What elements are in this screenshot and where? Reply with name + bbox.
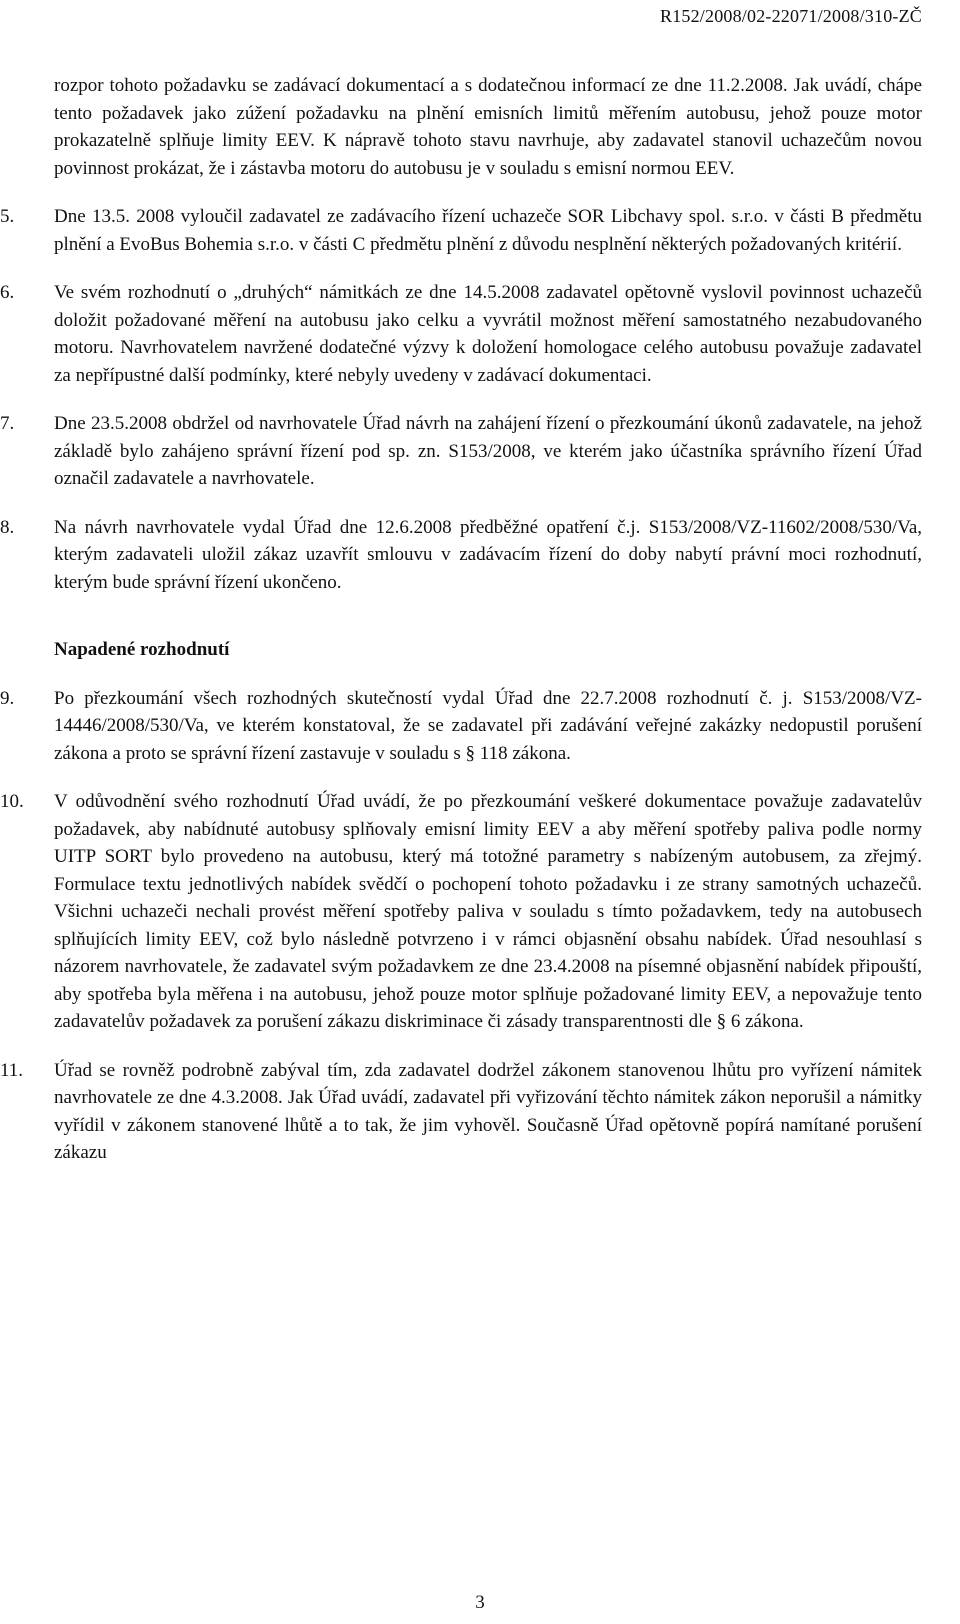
continued-paragraph: rozpor tohoto požadavku se zadávací dokumentací a s dodatečnou informací ze dne 11.2.2008. Jak uvádí, chápe tento požadavek jako zúžení požadavku na plnění emisních limitů měřením autobusu, jehož pouze motor prokazatelně splňuje limity EEV. K nápravě tohoto stavu navrhuje, aby zadavatel stanovil uchazečům novou povinnost prokázat, že i zástavba motoru do autobusu je v souladu s emisní normou EEV. — [54, 75, 922, 179]
item-text: V odůvodnění svého rozhodnutí Úřad uvádí, že po přezkoumání veškeré dokumentace považuje zadavatelův požadavek, aby nabídnuté autobusy splňovaly emisní limity EEV a aby měření spotřeby paliva podle normy UITP SORT bylo provedeno na autobusu, který má totožné parametry s nabízeným autobusem, za zřejmý. Formulace textu jednotlivých nabídek svědčí o pochopení tohoto požadavku i ze strany samotných uchazečů. Všichni uchazeči nechali provést měření spotřeby paliva v souladu s tímto požadavkem, tedy na autobusech splňujících limity EEV, což bylo následně potvrzeno i v rámci objasnění obsahu nabídek. Úřad nesouhlasí s názorem navrhovatele, že zadavatel svým požadavkem ze dne 23.4.2008 na písemné objasnění nabídek připouští, aby spotřeba byla měřena i na autobusu, jehož pouze motor splňuje požadované limity EEV, a nepovažuje tento zadavatelův požadavek za porušení zákazu diskriminace či zásady transparentnosti dle § 6 zákona. — [54, 791, 922, 1032]
numbered-item-8 — [0, 514, 922, 597]
item-number: 8. — [0, 516, 15, 538]
item-number: 10. — [0, 791, 24, 812]
item-number: 7. — [0, 413, 15, 434]
numbered-item-6 — [0, 279, 922, 389]
numbered-item-7 — [0, 410, 922, 493]
document-body — [0, 72, 922, 1188]
item-text: Po přezkoumání všech rozhodných skutečností vydal Úřad dne 22.7.2008 rozhodnutí č. j. S153/2008/VZ-14446/2008/530/Va, ve kterém konstatoval, že se zadavatel při zadávání veřejné zakázky nedopustil porušení zákona a proto se správní řízení zastavuje v souladu s § 118 zákona. — [54, 687, 922, 764]
numbered-item-11 — [0, 1057, 922, 1167]
item-text: Dne 23.5.2008 obdržel od navrhovatele Úřad návrh na zahájení řízení o přezkoumání úkonů zadavatele, na jehož základě bylo zahájeno správní řízení pod sp. zn. S153/2008, ve kterém jako účastníka správního řízení Úřad označil zadavatele a navrhovatele. — [54, 413, 922, 489]
item-number: 6. — [0, 282, 15, 303]
numbered-item-10 — [0, 788, 922, 1036]
document-reference-number: R152/2008/02-22071/2008/310-ZČ — [660, 6, 922, 26]
item-text: Úřad se rovněž podrobně zabýval tím, zda zadavatel dodržel zákonem stanovenou lhůtu pro vyřízení námitek navrhovatele ze dne 4.3.2008. Jak Úřad uvádí, zadavatel při vyřizování těchto námitek zákon neporušil a námitky vyřídil v zákonem stanovené lhůtě a to tak, že jim vyhověl. Současně Úřad opětovně popírá namítané porušení zákazu — [54, 1059, 922, 1163]
item-text: Ve svém rozhodnutí o „druhých“ námitkách ze dne 14.5.2008 zadavatel opětovně vyslovil povinnost uchazečů doložit požadované měření na autobusu jako celku a vyvrátil možnost měření samostatného nezabudovaného motoru. Navrhovatelem navržené dodatečné výzvy k doložení homologace celého autobusu považuje zadavatel za nepřípustné další podmínky, které nebyly uvedeny v zadávací dokumentaci. — [54, 282, 922, 386]
item-number: 9. — [0, 687, 15, 709]
item-text: Na návrh navrhovatele vydal Úřad dne 12.6.2008 předběžné opatření č.j. S153/2008/VZ-11602/2008/530/Va, kterým zadavateli uložil zákaz uzavřít smlouvu v zadávacím řízení do doby nabytí právní moci rozhodnutí, kterým bude správní řízení ukončeno. — [54, 516, 922, 593]
numbered-item-9 — [0, 685, 922, 768]
item-number: 11. — [0, 1059, 24, 1081]
section-heading: Napadené rozhodnutí — [54, 639, 230, 660]
numbered-item-5 — [0, 203, 922, 258]
item-text: Dne 13.5. 2008 vyloučil zadavatel ze zadávacího řízení uchazeče SOR Libchavy spol. s.r.o. v části B předmětu plnění a EvoBus Bohemia s.r.o. v části C předmětu plnění z důvodu nesplnění některých požadovaných kritérií. — [54, 206, 922, 255]
item-number: 5. — [0, 206, 15, 227]
page-number: 3 — [475, 1592, 485, 1613]
